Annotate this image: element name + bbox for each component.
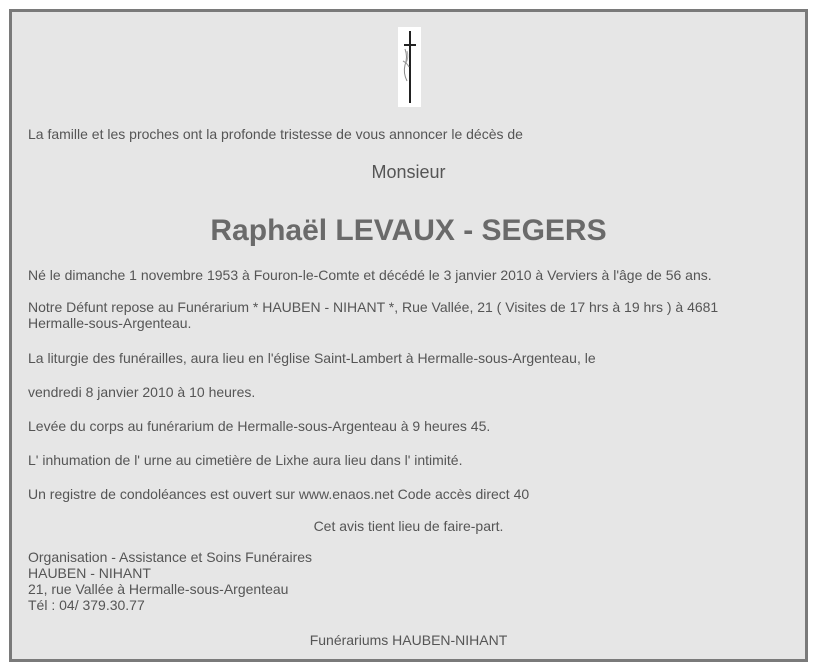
organisation-block [28, 549, 788, 613]
funeral-date: vendredi 8 janvier 2010 à 10 heures. [28, 384, 256, 400]
inhumation-text: L' inhumation de l' urne au cimetière de Lixhe aura lieu dans l' intimité. [28, 452, 463, 468]
organisation-phone: Tél : 04/ 379.30.77 [28, 597, 145, 613]
faire-part-text: Cet avis tient lieu de faire-part. [313, 518, 504, 534]
deceased-name: Raphaël LEVAUX - SEGERS [210, 214, 607, 247]
death-notice [9, 9, 808, 662]
footer-signature: Funérariums HAUBEN-NIHANT [309, 632, 508, 648]
repose-text: Notre Défunt repose au Funérarium * HAUBEN - NIHANT *, Rue Vallée, 21 ( Visites de 17 hrs à 19 hrs ) à 4681 Hermalle-sous-Argenteau. [28, 299, 719, 331]
organisation-line-1: Organisation - Assistance et Soins Funéraires [28, 549, 313, 565]
cross-icon [398, 27, 421, 107]
registry-text: Un registre de condoléances est ouvert sur www.enaos.net Code accès direct 40 [28, 486, 530, 502]
intro-text: La famille et les proches ont la profonde tristesse de vous annoncer le décès de [28, 126, 523, 142]
liturgy-text: La liturgie des funérailles, aura lieu en l'église Saint-Lambert à Hermalle-sous-Argenteau, le [28, 350, 596, 366]
honorific: Monsieur [371, 162, 446, 182]
levee-text: Levée du corps au funérarium de Hermalle-sous-Argenteau à 9 heures 45. [28, 418, 491, 434]
birth-death-text: Né le dimanche 1 novembre 1953 à Fouron-le-Comte et décédé le 3 janvier 2010 à Verviers à l'âge de 56 ans. [28, 267, 712, 283]
organisation-address: 21, rue Vallée à Hermalle-sous-Argenteau [28, 581, 289, 597]
organisation-line-2: HAUBEN - NIHANT [28, 565, 151, 581]
cross-image [398, 27, 421, 107]
